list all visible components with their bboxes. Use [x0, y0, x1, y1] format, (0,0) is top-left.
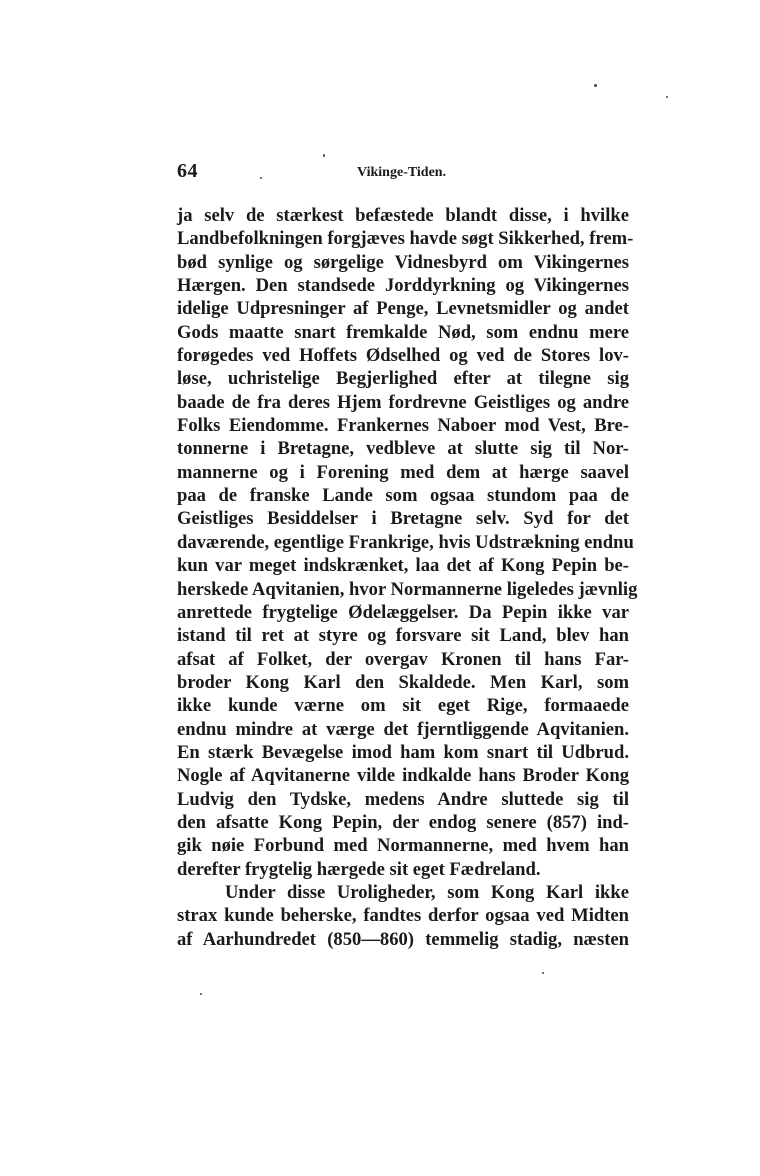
text-line: afsat af Folket, der overgav Kronen til hans Far-	[177, 648, 629, 670]
text-line: Geistliges Besiddelser i Bretagne selv. Syd for det	[177, 508, 629, 530]
text-line: Hærgen. Den standsede Jorddyrkning og Vikingernes	[177, 275, 629, 297]
text-line: derefter frygtelig hærgede sit eget Fædreland.	[177, 858, 541, 880]
scan-speck	[200, 993, 202, 995]
running-title: Vikinge-Tiden.	[357, 165, 447, 180]
text-line: ja selv de stærkest befæstede blandt disse, i hvilke	[177, 205, 629, 226]
text-line: Folks Eiendomme. Frankernes Naboer mod Vest, Bre-	[177, 415, 629, 437]
text-line: mannerne og i Forening med dem at hærge saavel	[177, 461, 629, 483]
text-line: gik nøie Forbund med Normannerne, med hvem han	[177, 835, 629, 857]
text-line: strax kunde beherske, fandtes derfor ogsaa ved Midten	[177, 905, 629, 927]
text-line: idelige Udpresninger af Penge, Levnetsmidler og andet	[177, 298, 629, 320]
text-line: bød synlige og sørgelige Vidnesbyrd om Vikingernes	[177, 251, 629, 273]
text-line: forøgedes ved Hoffets Ødselhed og ved de Stores lov-	[177, 345, 629, 367]
text-line: herskede Aqvitanien, hvor Normannerne ligeledes jævnlig	[177, 578, 638, 600]
text-line: anrettede frygtelige Ødelæggelser. Da Pepin ikke var	[177, 601, 629, 623]
text-line: baade de fra deres Hjem fordrevne Geistliges og andre	[177, 391, 629, 413]
text-line: Landbefolkningen forgjæves havde søgt Sikkerhed, frem-	[177, 228, 634, 250]
scan-speck	[260, 177, 262, 179]
text-line: broder Kong Karl den Skaldede. Men Karl, som	[177, 671, 629, 693]
text-line: daværende, egentlige Frankrige, hvis Udstrækning endnu	[177, 531, 634, 553]
scan-speck	[323, 154, 325, 157]
text-line: Ludvig den Tydske, medens Andre sluttede sig til	[177, 788, 629, 810]
text-line: kun var meget indskrænket, laa det af Kong Pepin be-	[177, 555, 629, 577]
text-line: den afsatte Kong Pepin, der endog senere (857) ind-	[177, 811, 629, 833]
text-line: af Aarhundredet (850—860) temmelig stadig, næsten	[177, 928, 629, 950]
scan-speck	[594, 84, 597, 87]
scan-speck	[542, 972, 544, 974]
text-line: ikke kunde værne om sit eget Rige, formaaede	[177, 695, 629, 717]
text-line: paa de franske Lande som ogsaa stundom paa de	[177, 485, 629, 507]
text-line: endnu mindre at værge det fjerntliggende Aqvitanien.	[177, 718, 629, 740]
text-line: En stærk Bevægelse imod ham kom snart til Udbrud.	[177, 741, 629, 763]
page-number: 64	[177, 160, 198, 182]
text-line: tonnerne i Bretagne, vedbleve at slutte sig til Nor-	[177, 438, 629, 460]
text-line: løse, uchristelige Begjerlighed efter at tilegne sig	[177, 368, 629, 390]
scan-speck	[666, 96, 668, 98]
text-line-paragraph-start: Under disse Uroligheder, som Kong Karl ikke	[225, 881, 629, 903]
text-line: Nogle af Aqvitanerne vilde indkalde hans Broder Kong	[177, 765, 629, 787]
body-text	[177, 204, 638, 951]
text-line: Gods maatte snart fremkalde Nød, som endnu mere	[177, 321, 629, 343]
page-header	[177, 160, 627, 188]
text-line: istand til ret at styre og forsvare sit Land, blev han	[177, 625, 629, 647]
